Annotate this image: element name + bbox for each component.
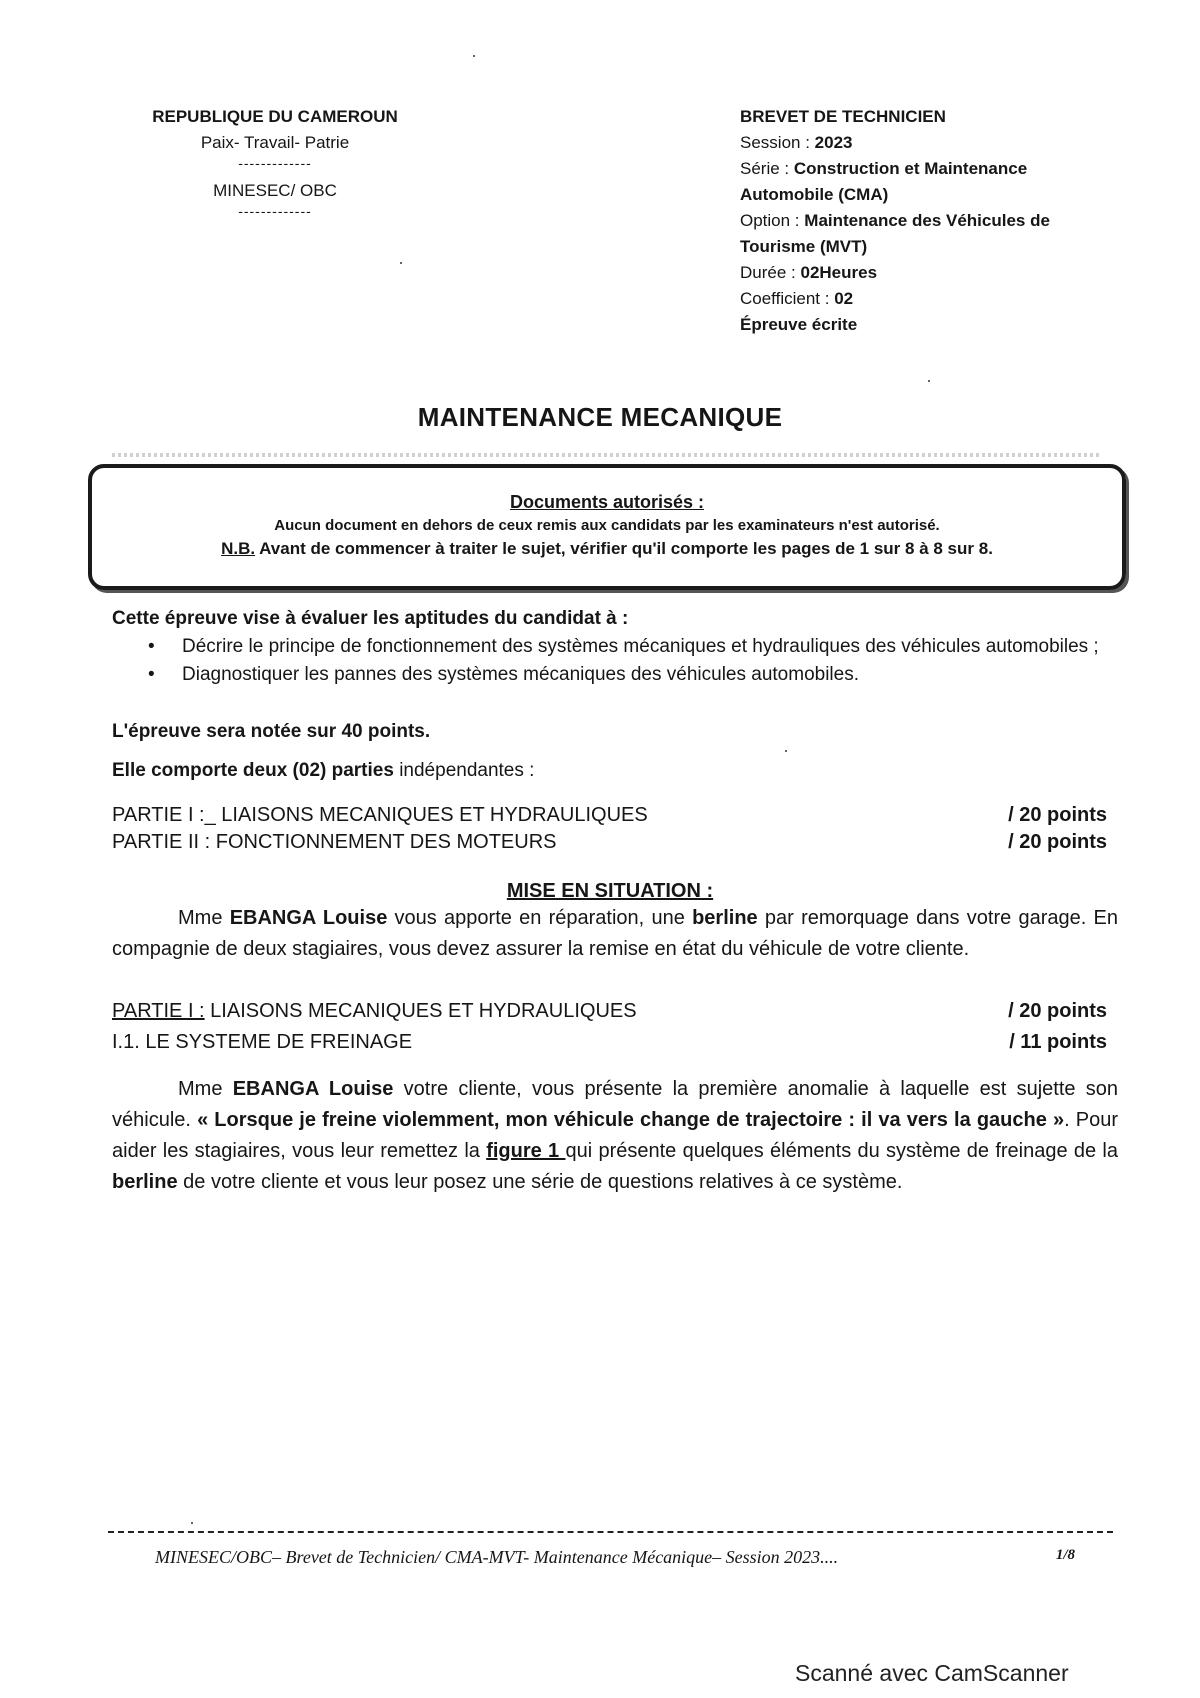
republic-name: REPUBLIQUE DU CAMEROUN — [152, 107, 398, 126]
coefficient-line: Coefficient : 02 — [740, 289, 854, 308]
page-number: 1/8 — [1055, 1547, 1075, 1563]
national-motto: Paix- Travail- Patrie — [200, 133, 350, 152]
ministry-name: MINESEC/ OBC — [213, 181, 337, 200]
scan-speck — [473, 55, 475, 57]
notice-line-2: N.B. Avant de commencer à traiter le sujet, vérifier qu'il comporte les pages de 1 sur 8 à 8 sur 8. — [221, 539, 993, 558]
intro-text: Cette épreuve vise à évaluer les aptitudes du candidat à : — [112, 608, 629, 629]
scan-speck — [928, 380, 930, 382]
exam-type: Épreuve écrite — [740, 315, 858, 334]
header-left — [115, 104, 435, 218]
page-title: MAINTENANCE MECANIQUE — [417, 402, 783, 432]
separator: ------------- — [238, 203, 312, 219]
notice-box — [88, 464, 1126, 590]
part1-heading: PARTIE I : LIAISONS MECANIQUES ET HYDRAULIQUES / 20 points — [112, 1000, 1107, 1022]
separator: ------------- — [238, 155, 312, 171]
bullet-icon: • — [148, 664, 155, 685]
serie-line: Série : Construction et Maintenance Automobile (CMA) — [740, 159, 1028, 204]
footer-text: MINESEC/OBC– Brevet de Technicien/ CMA-MVT- Maintenance Mécanique– Session 2023.... — [155, 1547, 839, 1567]
scan-speck — [785, 750, 787, 752]
header-right — [740, 104, 1120, 338]
anomaly-paragraph: Mme EBANGA Louise votre cliente, vous présente la première anomalie à laquelle est sujette son véhicule. « Lorsque je freine violemment, mon véhicule change de trajectoire : il va vers la gauche ». Pour aider les stagiaires, vous leur remettez la figure 1 qui présente quelques éléments du système de freinage de la berline de votre cliente et vous leur posez une série de questions relatives à ce système. — [112, 1078, 1119, 1193]
duration-line: Durée : 02Heures — [740, 263, 878, 282]
part-row: PARTIE I :_ LIAISONS MECANIQUES ET HYDRAULIQUES / 20 points — [112, 804, 1107, 826]
bullet-icon: • — [148, 636, 155, 657]
part-row: PARTIE II : FONCTIONNEMENT DES MOTEURS / 20 points — [112, 831, 1107, 853]
exam-name: BREVET DE TECHNICIEN — [740, 107, 946, 126]
scanner-watermark: Scanné avec CamScanner — [795, 1660, 1069, 1686]
parts-intro: Elle comporte deux (02) parties indépendantes : — [112, 760, 535, 781]
list-item: • Diagnostiquer les pannes des systèmes mécaniques des véhicules automobiles. — [140, 661, 1118, 689]
situation-title: MISE EN SITUATION : — [506, 880, 714, 902]
page-footer — [155, 1547, 1075, 1568]
scan-speck — [191, 1522, 193, 1524]
scan-speck — [400, 262, 402, 264]
notice-title: Documents autorisés : — [509, 492, 705, 512]
notice-line-1: Aucun document en dehors de ceux remis aux candidats par les examinateurs n'est autorisé. — [274, 517, 940, 534]
figure-reference: figure 1 — [486, 1140, 566, 1162]
footer-divider — [108, 1531, 1113, 1533]
section-heading: I.1. LE SYSTEME DE FREINAGE / 11 points — [112, 1031, 1107, 1053]
option-line: Option : Maintenance des Véhicules de Tourisme (MVT) — [740, 211, 1050, 256]
session-line: Session : 2023 — [740, 133, 853, 152]
situation-paragraph: Mme EBANGA Louise vous apporte en réparation, une berline par remorquage dans votre garage. En compagnie de deux stagiaires, vous devez assurer la remise en état du véhicule de votre cliente. — [112, 907, 1119, 960]
objectives-list — [140, 633, 1118, 689]
scan-noise-divider — [112, 453, 1102, 457]
list-item: • Décrire le principe de fonctionnement des systèmes mécaniques et hydrauliques des véhicules automobiles ; — [140, 633, 1118, 661]
total-points-note: L'épreuve sera notée sur 40 points. — [112, 721, 431, 742]
